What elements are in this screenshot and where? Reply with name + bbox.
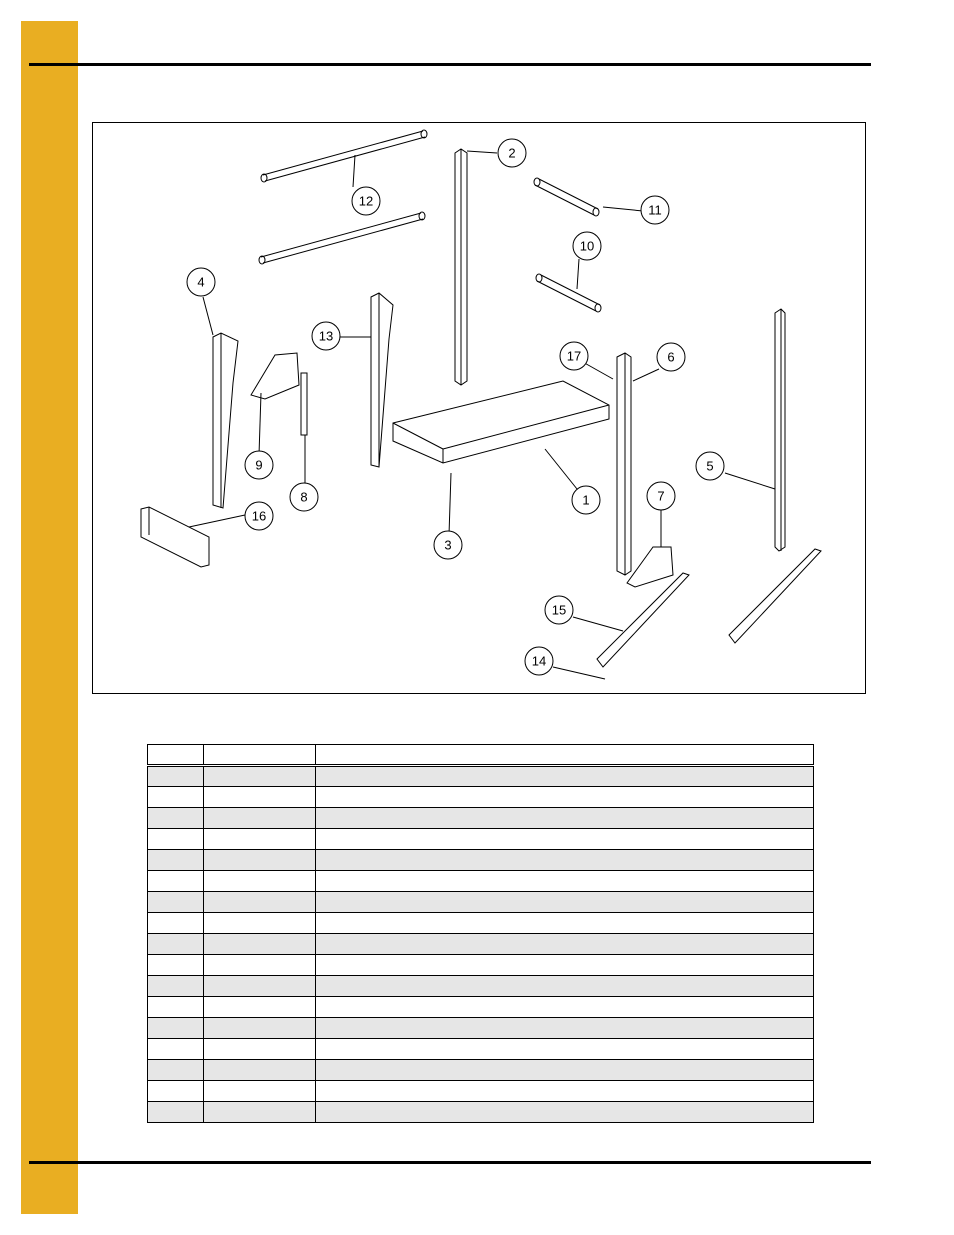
cell-ref: [148, 766, 204, 787]
cell-ref: [148, 829, 204, 850]
callout-5: [696, 452, 724, 480]
brace-part-15-right: [729, 549, 821, 643]
callout-1-label: 1: [582, 492, 590, 508]
callout-12-label: 12: [358, 193, 374, 209]
header-part-number: [204, 745, 316, 766]
cell-description: [316, 997, 814, 1018]
callout-6-label: 6: [667, 349, 675, 365]
header-description: [316, 745, 814, 766]
cell-description: [316, 850, 814, 871]
short-bar-10: [536, 274, 601, 312]
cell-ref: [148, 1081, 204, 1102]
cell-part-number: [204, 892, 316, 913]
cell-ref: [148, 787, 204, 808]
cell-description: [316, 1060, 814, 1081]
cell-description: [316, 892, 814, 913]
callout-9-label: 9: [255, 457, 263, 473]
table-header-row: [148, 745, 814, 766]
callout-13-label: 13: [318, 328, 334, 344]
cell-ref: [148, 976, 204, 997]
table-row: [148, 850, 814, 871]
callout-7-label: 7: [657, 488, 665, 504]
bracket-part-9: [251, 353, 299, 399]
bracket-part-8: [301, 373, 307, 435]
callout-8: [290, 483, 318, 511]
table-row: [148, 829, 814, 850]
cell-description: [316, 871, 814, 892]
callout-3-label: 3: [444, 537, 452, 553]
post-part-2: [455, 149, 467, 385]
table-row: [148, 1018, 814, 1039]
callout-12: [352, 187, 380, 215]
handrail-bar-lower: [259, 212, 425, 264]
callout-13: [312, 322, 340, 350]
cell-ref: [148, 934, 204, 955]
cell-description: [316, 976, 814, 997]
table-row: [148, 1102, 814, 1123]
cell-part-number: [204, 808, 316, 829]
table-row: [148, 955, 814, 976]
diagram-drawing: [93, 123, 867, 695]
brace-part-15: [597, 573, 689, 667]
post-part-5: [775, 309, 785, 551]
cell-ref: [148, 892, 204, 913]
cell-description: [316, 1039, 814, 1060]
callout-16-label: 16: [251, 508, 267, 524]
platform-grating-part-1: [393, 381, 609, 463]
cell-description: [316, 913, 814, 934]
cell-ref: [148, 808, 204, 829]
post-part-4: [213, 333, 238, 508]
callout-9: [245, 451, 273, 479]
cell-description: [316, 934, 814, 955]
leader-lines: [189, 151, 775, 679]
cell-part-number: [204, 787, 316, 808]
cell-ref: [148, 1018, 204, 1039]
callout-10-label: 10: [579, 238, 595, 254]
cell-part-number: [204, 1039, 316, 1060]
table-row: [148, 1060, 814, 1081]
cell-part-number: [204, 1081, 316, 1102]
callout-11-label: 11: [648, 202, 662, 218]
header-ref: [148, 745, 204, 766]
callout-5-label: 5: [706, 458, 714, 474]
table-row: [148, 787, 814, 808]
cell-ref: [148, 955, 204, 976]
cell-part-number: [204, 1102, 316, 1123]
callout-4-label: 4: [197, 274, 205, 290]
cell-part-number: [204, 976, 316, 997]
table-row: [148, 976, 814, 997]
table-row: [148, 766, 814, 787]
cell-ref: [148, 913, 204, 934]
table-row: [148, 808, 814, 829]
table-body: [148, 766, 814, 1123]
cell-part-number: [204, 1060, 316, 1081]
callout-2-label: 2: [508, 145, 516, 161]
callout-15-label: 15: [551, 602, 567, 618]
table-row: [148, 1039, 814, 1060]
cell-description: [316, 787, 814, 808]
table-row: [148, 871, 814, 892]
table-row: [148, 997, 814, 1018]
cell-ref: [148, 1039, 204, 1060]
cell-ref: [148, 1060, 204, 1081]
cell-description: [316, 808, 814, 829]
bracket-part-7: [627, 547, 673, 587]
callout-2: [498, 139, 526, 167]
cell-description: [316, 766, 814, 787]
exploded-parts-diagram: [92, 122, 866, 694]
short-bar-11: [534, 178, 599, 216]
callout-3: [434, 531, 462, 559]
footer-rule: [29, 1161, 871, 1164]
cell-part-number: [204, 997, 316, 1018]
post-part-13: [371, 293, 393, 467]
cell-part-number: [204, 829, 316, 850]
cell-description: [316, 1102, 814, 1123]
callout-14: [525, 647, 553, 675]
header-rule: [29, 63, 871, 66]
callout-14-label: 14: [531, 653, 547, 669]
cell-part-number: [204, 934, 316, 955]
callout-7: [647, 482, 675, 510]
callout-17: [560, 342, 588, 370]
callout-11: [641, 196, 669, 224]
callout-10: [573, 232, 601, 260]
cell-part-number: [204, 955, 316, 976]
cell-part-number: [204, 871, 316, 892]
callout-15: [545, 596, 573, 624]
callout-1: [572, 486, 600, 514]
side-tab: [21, 21, 78, 1214]
callout-8-label: 8: [300, 489, 308, 505]
cell-ref: [148, 997, 204, 1018]
cell-part-number: [204, 850, 316, 871]
cell-description: [316, 829, 814, 850]
toe-board-part-16: [141, 507, 209, 567]
cell-ref: [148, 850, 204, 871]
cell-description: [316, 955, 814, 976]
cell-part-number: [204, 766, 316, 787]
callout-17-label: 17: [566, 348, 582, 364]
cell-ref: [148, 871, 204, 892]
handrail-bar-upper: [261, 130, 427, 182]
cell-ref: [148, 1102, 204, 1123]
callout-16: [245, 502, 273, 530]
table-row: [148, 934, 814, 955]
cell-part-number: [204, 913, 316, 934]
cell-description: [316, 1018, 814, 1039]
table-row: [148, 913, 814, 934]
cell-part-number: [204, 1018, 316, 1039]
callout-6: [657, 343, 685, 371]
cell-description: [316, 1081, 814, 1102]
post-part-6: [617, 353, 631, 575]
table-row: [148, 892, 814, 913]
table-row: [148, 1081, 814, 1102]
callout-4: [187, 268, 215, 296]
parts-list-table: [147, 744, 814, 1123]
